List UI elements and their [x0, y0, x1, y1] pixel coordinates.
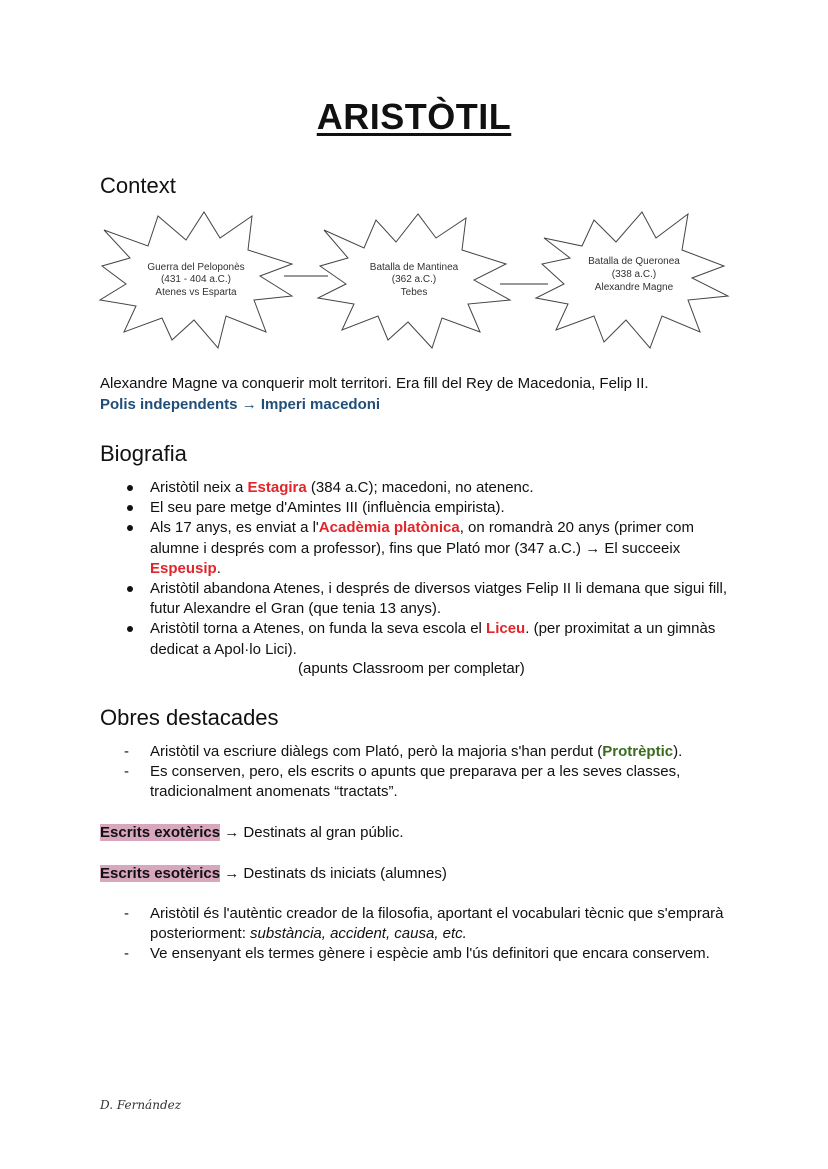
transition-to: Imperi macedoni	[260, 396, 381, 413]
event-2-line1: Batalla de Mantinea	[369, 262, 459, 273]
signature: D. Fernández	[100, 1098, 182, 1112]
obres-list-2	[100, 904, 740, 965]
highlight-term: Acadèmia platònica	[318, 519, 460, 537]
timeline-diagram	[96, 208, 736, 358]
highlight-term: Liceu	[486, 620, 526, 638]
context-heading: Context	[100, 173, 176, 198]
event-3-line3: Alexandre Magne	[594, 282, 674, 293]
bullet-icon	[127, 505, 133, 511]
biografia-list	[100, 478, 740, 660]
event-1-line2: (431 - 404 a.C.)	[160, 274, 232, 285]
event-1-line1: Guerra del Peloponès	[147, 262, 245, 273]
list-item: - Aristòtil va escriure diàlegs com Plató, però la majoria s'han perdut (Protrèptic).	[100, 742, 740, 762]
list-item: Aristòtil torna a Atenes, on funda la seva escola el Liceu. (per proximitat a un gimnàs dedicat a Apol·lo Lici).	[100, 619, 740, 659]
dash-marker: -	[124, 945, 129, 963]
italic-terms: substància, accident, causa, etc.	[250, 925, 467, 943]
esoterics-text: Destinats ds iniciats (alumnes)	[243, 865, 447, 882]
explosion-shape-3	[536, 212, 728, 348]
list-item: - Aristòtil és l'autèntic creador de la filosofia, aportant el vocabulari tècnic que s'emprarà posteriorment: substància, accident, causa, etc.	[124, 905, 724, 943]
transition-line	[100, 395, 380, 415]
exoterics-line	[100, 823, 404, 843]
list-item: Aristòtil neix a Estagira (384 a.C); macedoni, no atenenc.	[100, 478, 740, 498]
context-paragraph: Alexandre Magne va conquerir molt territori. Era fill del Rey de Macedonia, Felip II.	[100, 375, 649, 392]
bullet-icon	[127, 525, 133, 531]
obres-heading: Obres destacades	[100, 705, 279, 730]
list-item: Als 17 anys, es enviat a l'Acadèmia platònica, on romandrà 20 anys (primer com alumne i després com a professor), fins que Plató mor (347 a.C.) → El succeeix Espeusip.	[100, 518, 740, 579]
esoterics-label: Escrits esotèrics	[100, 865, 221, 882]
highlight-term: Espeusip	[150, 559, 217, 577]
list-item: - Es conserven, pero, els escrits o apunts que preparava per a les seves classes, tradicionalment anomenats “tractats”.	[124, 763, 681, 801]
dash-marker: -	[124, 743, 129, 760]
list-item: - Ve ensenyant els termes gènere i espècie amb l'ús definitori que encara conservem.	[100, 944, 740, 964]
event-1-line3: Atenes vs Esparta	[155, 287, 237, 298]
event-2-line3: Tebes	[400, 287, 428, 298]
list-item: El seu pare metge d'Amintes III (influència empirista).	[100, 498, 740, 518]
highlight-term: Protrèptic	[602, 743, 674, 760]
esoterics-line	[100, 864, 447, 884]
page-title: ARISTÒTIL	[316, 96, 512, 137]
list-item: Aristòtil abandona Atenes, i després de diversos viatges Felip II li demana que sigui fill, futur Alexandre el Gran (que tenia 13 anys).	[100, 579, 740, 619]
event-3-line1: Batalla de Queronea	[588, 256, 680, 267]
exoterics-text: Destinats al gran públic.	[243, 824, 404, 841]
arrow-icon: →	[224, 865, 240, 882]
arrow-icon: →	[224, 824, 240, 841]
exoterics-label: Escrits exotèrics	[100, 824, 221, 841]
highlight-term: Estagira	[247, 479, 307, 496]
event-2-line2: (362 a.C.)	[391, 274, 437, 285]
biografia-heading: Biografia	[100, 441, 187, 466]
obres-list-1	[100, 742, 740, 803]
arrow-icon: →	[241, 396, 257, 413]
event-3-line2: (338 a.C.)	[611, 269, 657, 280]
bullet-icon	[127, 586, 133, 592]
dash-marker: -	[124, 763, 129, 781]
dash-marker: -	[124, 905, 129, 922]
bullet-icon	[127, 485, 133, 491]
classroom-note: (apunts Classroom per completar)	[298, 660, 525, 677]
bullet-icon	[127, 626, 133, 632]
transition-from: Polis independents	[100, 396, 238, 413]
